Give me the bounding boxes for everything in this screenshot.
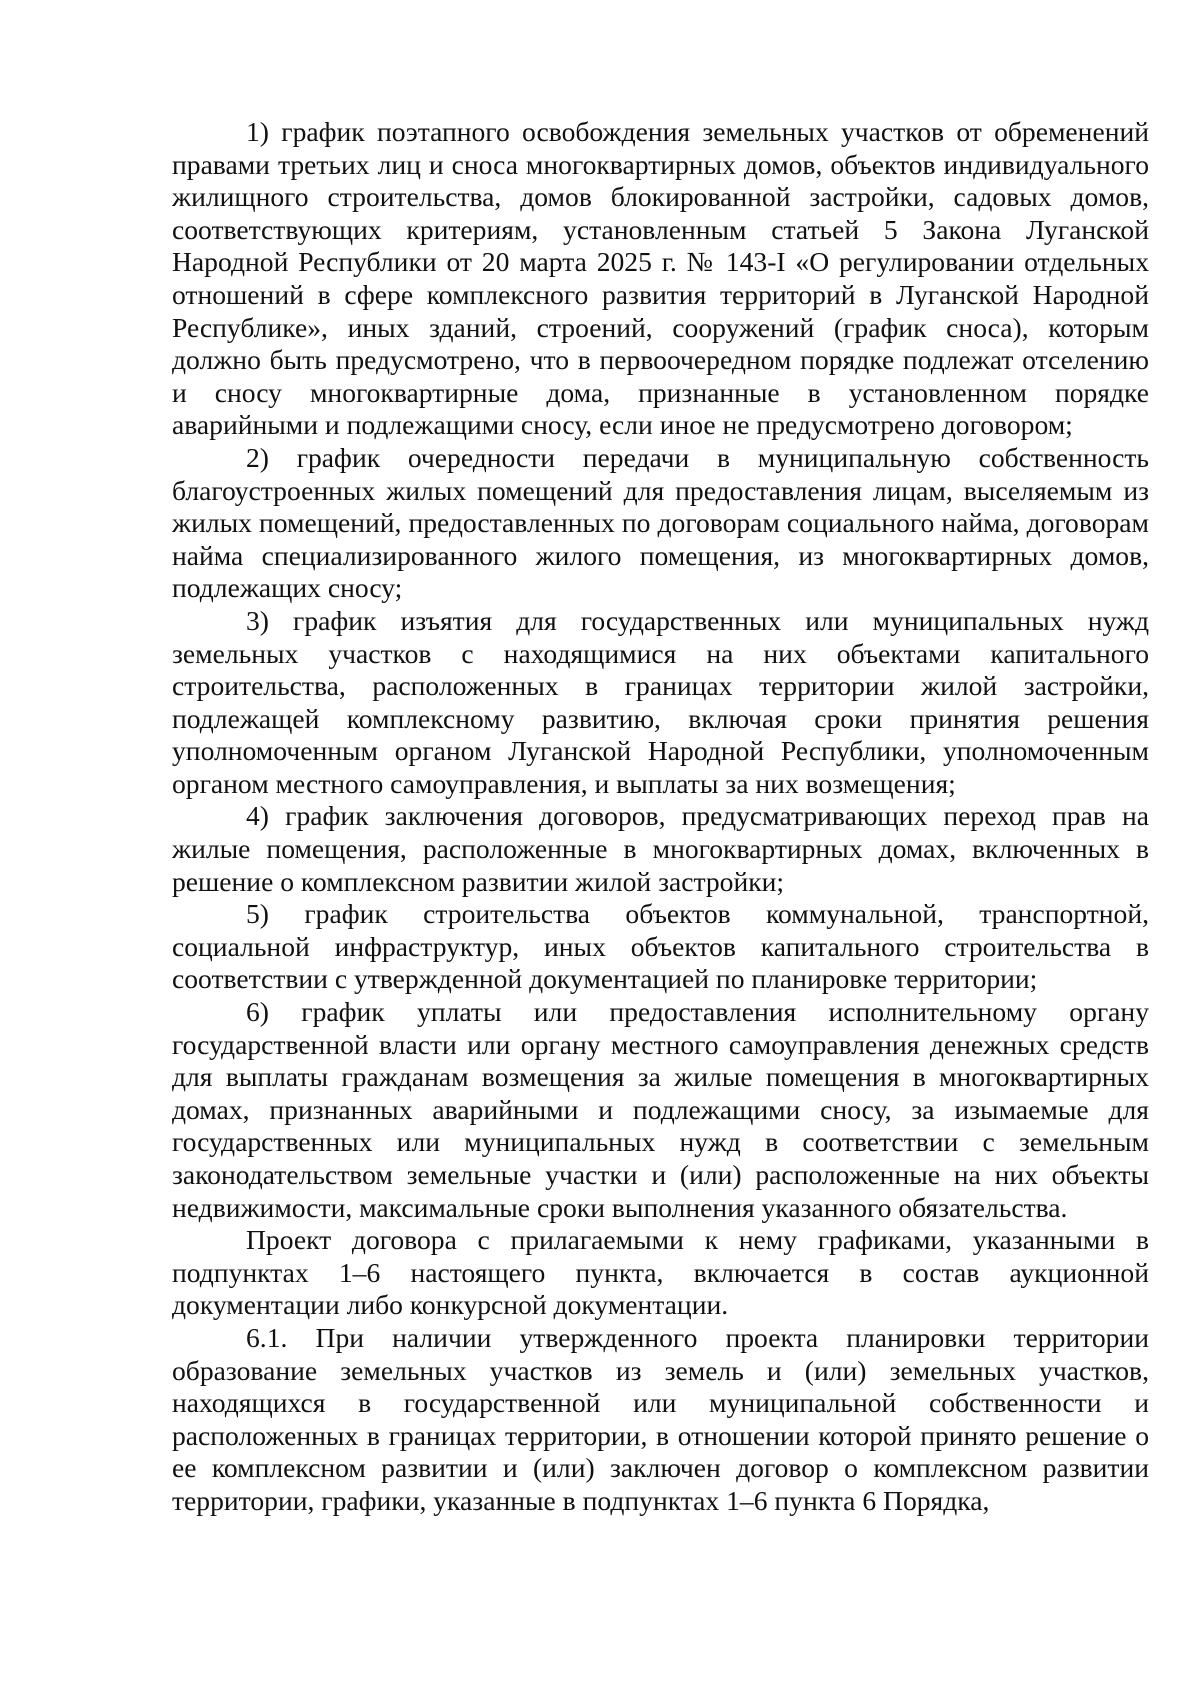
paragraph-item-5: 5) график строительства объектов коммунальной, транспортной, социальной инфраструктур, иных объектов капитального строительства в соответствии с утвержденной документацией по планировке территории; bbox=[172, 898, 1149, 995]
paragraph-contract-draft: Проект договора с прилагаемыми к нему графиками, указанными в подпунктах 1–6 настоящего пункта, включается в состав аукционной документации либо конкурсной документации. bbox=[172, 1224, 1149, 1321]
paragraph-item-1: 1) график поэтапного освобождения земельных участков от обременений правами третьих лиц и сноса многоквартирных домов, объектов индивидуального жилищного строительства, домов блокированной застройки, садовых домов, соответствующих критериям, установленным статьей 5 Закона Луганской Народной Республики от 20 марта 2025 г. № 143-I «О регулировании отдельных отношений в сфере комплексного развития территорий в Луганской Народной Республике», иных зданий, строений, сооружений (график сноса), которым должно быть предусмотрено, что в первоочередном порядке подлежат отселению и сносу многоквартирные дома, признанные в установленном порядке аварийными и подлежащими сносу, если иное не предусмотрено договором; bbox=[172, 116, 1149, 441]
paragraph-item-4: 4) график заключения договоров, предусматривающих переход прав на жилые помещения, расположенные в многоквартирных домах, включенных в решение о комплексном развитии жилой застройки; bbox=[172, 800, 1149, 897]
document-body bbox=[172, 116, 1149, 1518]
paragraph-item-2: 2) график очередности передачи в муниципальную собственность благоустроенных жилых помещений для предоставления лицам, выселяемым из жилых помещений, предоставленных по договорам социального найма, договорам найма специализированного жилого помещения, из многоквартирных домов, подлежащих сносу; bbox=[172, 441, 1149, 604]
paragraph-item-3: 3) график изъятия для государственных или муниципальных нужд земельных участков с находящимися на них объектами капитального строительства, расположенных в границах территории жилой застройки, подлежащей комплексному развитию, включая сроки принятия решения уполномоченным органом Луганской Народной Республики, уполномоченным органом местного самоуправления, и выплаты за них возмещения; bbox=[172, 604, 1149, 799]
paragraph-item-6: 6) график уплаты или предоставления исполнительному органу государственной власти или органу местного самоуправления денежных средств для выплаты гражданам возмещения за жилые помещения в многоквартирных домах, признанных аварийными и подлежащими сносу, за изымаемые для государственных или муниципальных нужд в соответствии с земельным законодательством земельные участки и (или) расположенные на них объекты недвижимости, максимальные сроки выполнения указанного обязательства. bbox=[172, 996, 1149, 1223]
paragraph-6-1: 6.1. При наличии утвержденного проекта планировки территории образование земельных участков из земель и (или) земельных участков, находящихся в государственной или муниципальной собственности и расположенных в границах территории, в отношении которой принято решение о ее комплексном развитии и (или) заключен договор о комплексном развитии территории, графики, указанные в подпунктах 1–6 пункта 6 Порядка, bbox=[172, 1321, 1149, 1516]
